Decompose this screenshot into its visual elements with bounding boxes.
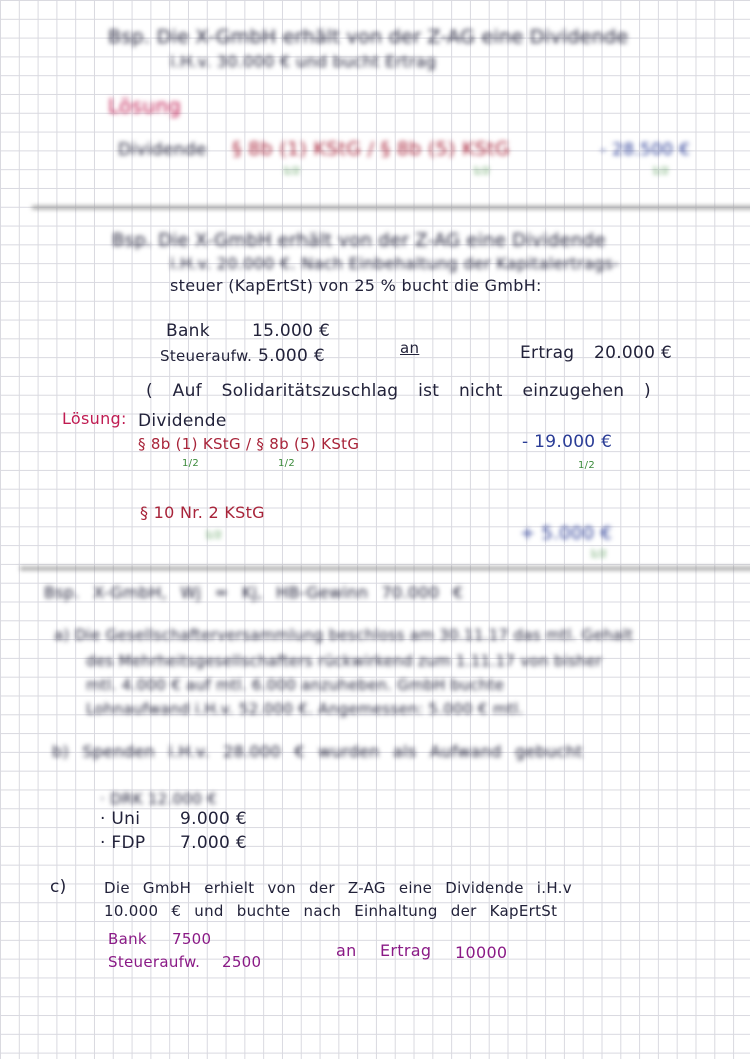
section3-c-tax-label: Steueraufw.	[108, 953, 201, 971]
section2-tax-amount: 5.000 €	[258, 346, 325, 366]
section3-c-tax-amount: 2500	[222, 953, 262, 971]
section3-c-line1: Die GmbH erhielt von der Z-AG eine Dividende i.H.v	[104, 879, 572, 897]
section2-solution-heading: Lösung:	[62, 409, 127, 428]
section3-task-line1: Bsp. X-GmbH, Wj = Kj, HB-Gewinn 70.000 €	[44, 583, 464, 602]
section2-row1-label: Dividende	[138, 411, 227, 431]
section1-task-line1: Bsp. Die X-GmbH erhält von der Z-AG eine Dividende	[108, 26, 629, 48]
section2-row1-law: § 8b (1) KStG / § 8b (5) KStG	[138, 435, 360, 453]
section-separator-2	[20, 567, 750, 570]
section2-note: ( Auf Solidaritätszuschlag ist nicht einzugehen )	[146, 381, 651, 401]
section1-row-law: § 8b (1) KStG / § 8b (5) KStG	[232, 138, 510, 160]
section1-row-amount: - 28.500 €	[600, 140, 691, 160]
section2-bank-amount: 15.000 €	[252, 321, 331, 341]
section3-c-line2: 10.000 € und buchte nach Einhaltung der KapErtSt	[104, 902, 558, 920]
section2-row2-score-a: 1/2	[205, 530, 222, 541]
section1-solution-heading: Lösung	[108, 94, 182, 118]
section1-score-b: 1/2	[473, 166, 490, 177]
section2-row2-law: § 10 Nr. 2 KStG	[140, 503, 265, 522]
section2-task-line1: Bsp. Die X-GmbH erhält von der Z-AG eine Dividende	[112, 230, 606, 251]
section3-c-bank-amount: 7500	[172, 930, 212, 948]
section3-b-line1: b) Spenden i.H.v. 28.000 € wurden als Aufwand gebucht	[52, 742, 583, 761]
section2-connector: an	[400, 339, 420, 357]
section3-donation2-label: · Uni	[100, 809, 141, 829]
section2-bank-label: Bank	[166, 321, 210, 341]
section2-income-label: Ertrag	[520, 343, 575, 363]
section2-row1-score-c: 1/2	[578, 460, 595, 471]
section2-row2-amount: + 5.000 €	[520, 523, 613, 544]
section3-c-marker: c)	[50, 877, 67, 897]
section2-row1-score-b: 1/2	[278, 458, 295, 469]
section3-donation3-amount: 7.000 €	[180, 833, 247, 853]
section2-row2-score-b: 1/2	[590, 549, 607, 560]
section3-donation2-amount: 9.000 €	[180, 809, 247, 829]
section3-donation1: · DRK 12.000 €	[100, 790, 218, 808]
section2-row1-score-a: 1/2	[182, 458, 199, 469]
section2-task-line3: steuer (KapErtSt) von 25 % bucht die GmbH:	[170, 276, 542, 295]
section1-score-c: 1/2	[652, 166, 669, 177]
section3-c-connector: an	[336, 941, 357, 960]
section3-a-line3: mtl. 4.000 € auf mtl. 6.000 anzuheben. GmbH buchte	[86, 676, 505, 694]
section3-a-line4: Lohnaufwand i.H.v. 52.000 €. Angemessen: 5.000 € mtl.	[86, 700, 524, 718]
section2-task-line2: i.H.v. 20.000 €. Nach Einbehaltung der Kapitalertrags-	[170, 254, 620, 273]
section3-donation3-label: · FDP	[100, 833, 146, 853]
section1-task-line2: i.H.v. 30.000 € und bucht Ertrag	[170, 52, 437, 71]
section-separator-1	[32, 206, 750, 209]
section1-row-label: Dividende	[118, 140, 207, 160]
section2-income-amount: 20.000 €	[594, 343, 673, 363]
section3-c-bank-label: Bank	[108, 930, 147, 948]
section3-c-income-amount: 10000	[455, 943, 508, 962]
section3-c-income-label: Ertrag	[380, 941, 432, 960]
section2-tax-label: Steueraufw.	[160, 347, 253, 365]
section3-a-line2: des Mehrheitsgesellschafters rückwirkend zum 1.11.17 von bisher	[86, 652, 603, 670]
section2-row1-amount: - 19.000 €	[522, 432, 613, 452]
section3-a-line1: a) Die Gesellschafterversammlung beschloss am 30.11.17 das mtl. Gehalt	[54, 626, 634, 644]
section1-score-a: 1/2	[283, 166, 300, 177]
